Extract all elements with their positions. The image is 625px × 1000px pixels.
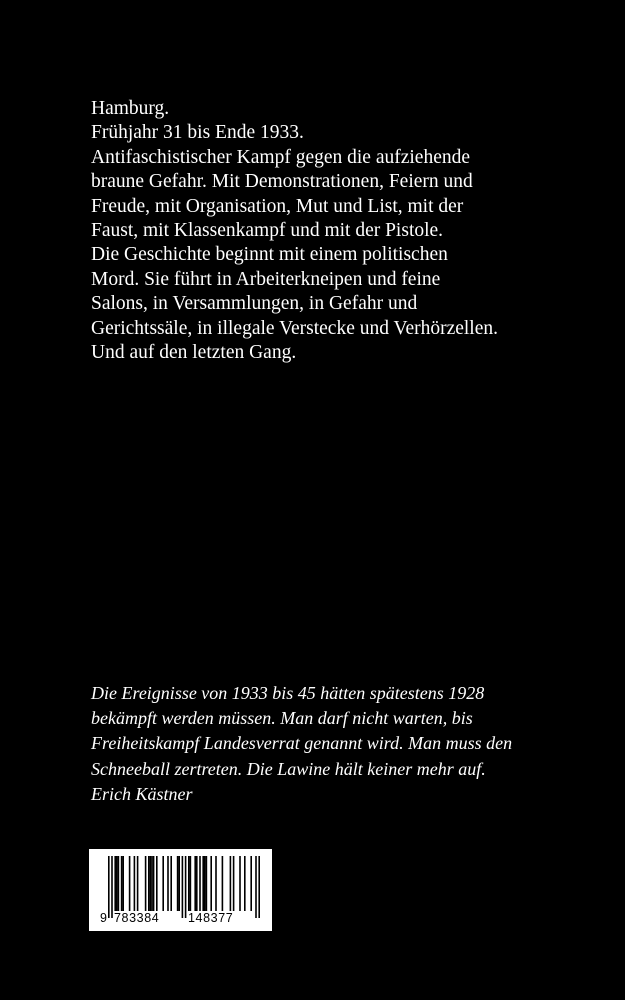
barcode-bar [148, 856, 150, 911]
quote-line: Die Ereignisse von 1933 bis 45 hätten spätestens 1928 [91, 683, 485, 703]
barcode-bar [188, 856, 190, 911]
barcode-bar [134, 856, 136, 911]
barcode-bar [222, 856, 224, 911]
quote-line: Schneeball zertreten. Die Lawine hält keiner mehr auf. [91, 758, 486, 779]
blurb-line: Antifaschistischer Kampf gegen die aufziehende [91, 146, 471, 168]
barcode-bar [185, 856, 187, 918]
blurb-line: Freude, mit Organisation, Mut und List, mit der [91, 195, 464, 217]
blurb-line: Gerichtssäle, in illegale Verstecke und Verhörzellen. [91, 317, 499, 339]
barcode-bar [111, 856, 113, 918]
barcode-digits-left: 783384 [114, 911, 160, 925]
blurb-line: Mord. Sie führt in Arbeiterkneipen und feine [91, 268, 441, 290]
quote-attribution: Erich Kästner [91, 783, 193, 804]
barcode-bar [258, 856, 260, 918]
barcode-bar [122, 856, 124, 911]
barcode-bar [250, 856, 252, 911]
barcode-digit-first: 9 [100, 911, 108, 925]
barcode-bar [196, 856, 198, 911]
barcode-bar [156, 856, 158, 911]
blurb-line: Faust, mit Klassenkampf und mit der Pistole. [91, 220, 444, 242]
barcode-bar [170, 856, 172, 911]
barcode-bar [121, 856, 123, 911]
barcode-bar [162, 856, 164, 911]
barcode-bar [239, 856, 241, 911]
quote-line: Freiheitskampf Landesverrat genannt wird. Man muss den [91, 733, 513, 754]
blurb-line: Salons, in Versammlungen, in Gefahr und [91, 293, 418, 315]
barcode-bar [182, 856, 184, 918]
barcode-bar [230, 856, 232, 911]
barcode-number [89, 911, 272, 929]
isbn-barcode [89, 849, 272, 931]
barcode-bar [204, 856, 206, 911]
barcode-bar [194, 856, 196, 911]
barcode-bar [210, 856, 212, 911]
barcode-bar [137, 856, 139, 911]
blurb-line: braune Gefahr. Mit Demonstrationen, Feiern und [91, 171, 473, 193]
barcode-bar [129, 856, 131, 911]
barcode-digits-right: 148377 [188, 911, 234, 925]
quote-line: bekämpft werden müssen. Man darf nicht warten, bis [91, 708, 473, 729]
barcode-bar [244, 856, 246, 911]
barcode-bar [114, 856, 116, 911]
barcode-bar [199, 856, 201, 911]
barcode-bar [206, 856, 208, 911]
blurb-line: Hamburg. [91, 98, 170, 119]
barcode-bar [255, 856, 257, 918]
barcode-bar [153, 856, 155, 911]
barcode-bar [108, 856, 110, 918]
barcode-bar [118, 856, 120, 911]
barcode-bar [145, 856, 147, 911]
barcode-bar [202, 856, 204, 911]
blurb-line: Die Geschichte beginnt mit einem politischen [91, 244, 448, 266]
back-cover-blurb [91, 97, 561, 365]
barcode-bar [151, 856, 153, 911]
barcode-bar [150, 856, 152, 911]
blurb-line: Frühjahr 31 bis Ende 1933. [91, 122, 304, 144]
barcode-bar [116, 856, 118, 911]
blurb-line: Und auf den letzten Gang. [91, 342, 297, 364]
barcode-bar [178, 856, 180, 911]
barcode-bar [177, 856, 179, 911]
barcode-bar [190, 856, 192, 911]
barcode-bar [215, 856, 217, 911]
barcode-bar [233, 856, 235, 911]
barcode-bar [167, 856, 169, 911]
author-quote [91, 681, 561, 807]
